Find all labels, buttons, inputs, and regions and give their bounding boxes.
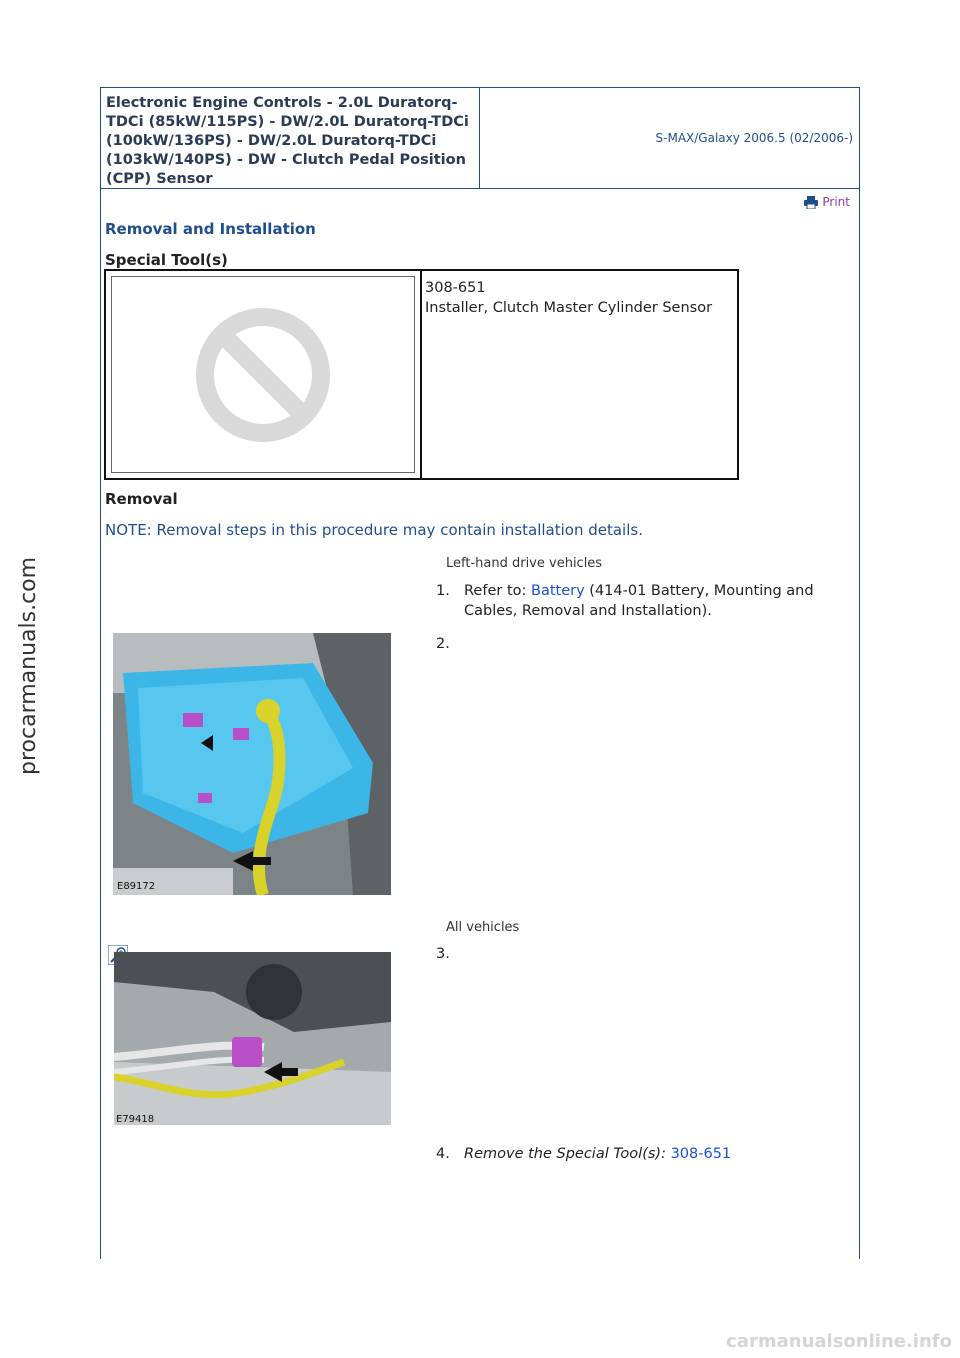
section-title: Removal and Installation: [105, 220, 316, 238]
battery-tray-photo: [113, 633, 391, 895]
special-tools-heading: Special Tool(s): [105, 251, 228, 269]
bottom-watermark: carmanualsonline.info: [726, 1331, 952, 1352]
step-2: [436, 634, 464, 654]
print-button[interactable]: [804, 195, 850, 209]
battery-link[interactable]: Battery: [531, 583, 585, 599]
tool-image-placeholder: [111, 276, 415, 473]
print-label: Print: [822, 195, 850, 209]
step-1: [436, 581, 856, 621]
tool-number: 308-651: [425, 280, 486, 296]
special-tool-table: [104, 269, 739, 480]
step-number: 1.: [436, 583, 450, 599]
subheading-all: All vehicles: [446, 920, 520, 935]
removal-note: NOTE: Removal steps in this procedure may contain installation details.: [105, 521, 643, 539]
document-header: [100, 87, 860, 189]
step-suffix: (414-01 Battery, Mounting and Cables, Removal and Installation).: [464, 583, 814, 619]
step-number: 2.: [436, 636, 450, 652]
no-image-icon: [193, 305, 333, 445]
printer-icon: [804, 196, 818, 209]
subheading-lhd: Left-hand drive vehicles: [446, 556, 603, 571]
removal-heading: Removal: [105, 490, 178, 508]
tool-image-cell: [106, 271, 422, 478]
side-watermark: procarmanuals.com: [16, 556, 41, 775]
clutch-sensor-photo: [114, 952, 391, 1125]
step-4: [436, 1144, 731, 1164]
step-number: 4.: [436, 1146, 450, 1162]
step-number: 3.: [436, 946, 450, 962]
step-3: [436, 944, 464, 964]
step-text: [464, 581, 856, 621]
tool-link[interactable]: 308-651: [670, 1146, 732, 1162]
step-text-italic: Remove the Special Tool(s):: [464, 1146, 671, 1162]
step-prefix: Refer to:: [464, 583, 531, 599]
step-text: [464, 1144, 731, 1164]
figure-code: E89172: [117, 881, 156, 892]
figure-code: E79418: [116, 1114, 155, 1125]
vehicle-model: S-MAX/Galaxy 2006.5 (02/2006-): [655, 131, 853, 145]
tool-text-cell: [422, 271, 737, 478]
page-title: Electronic Engine Controls - 2.0L Duratorq-TDCi (85kW/115PS) - DW/2.0L Duratorq-TDCi (100kW/136PS) - DW/2.0L Duratorq-TDCi (103kW/140PS) - DW - Clutch Pedal Position (CPP) Sensor: [101, 88, 480, 188]
tool-name: Installer, Clutch Master Cylinder Sensor: [425, 300, 713, 316]
